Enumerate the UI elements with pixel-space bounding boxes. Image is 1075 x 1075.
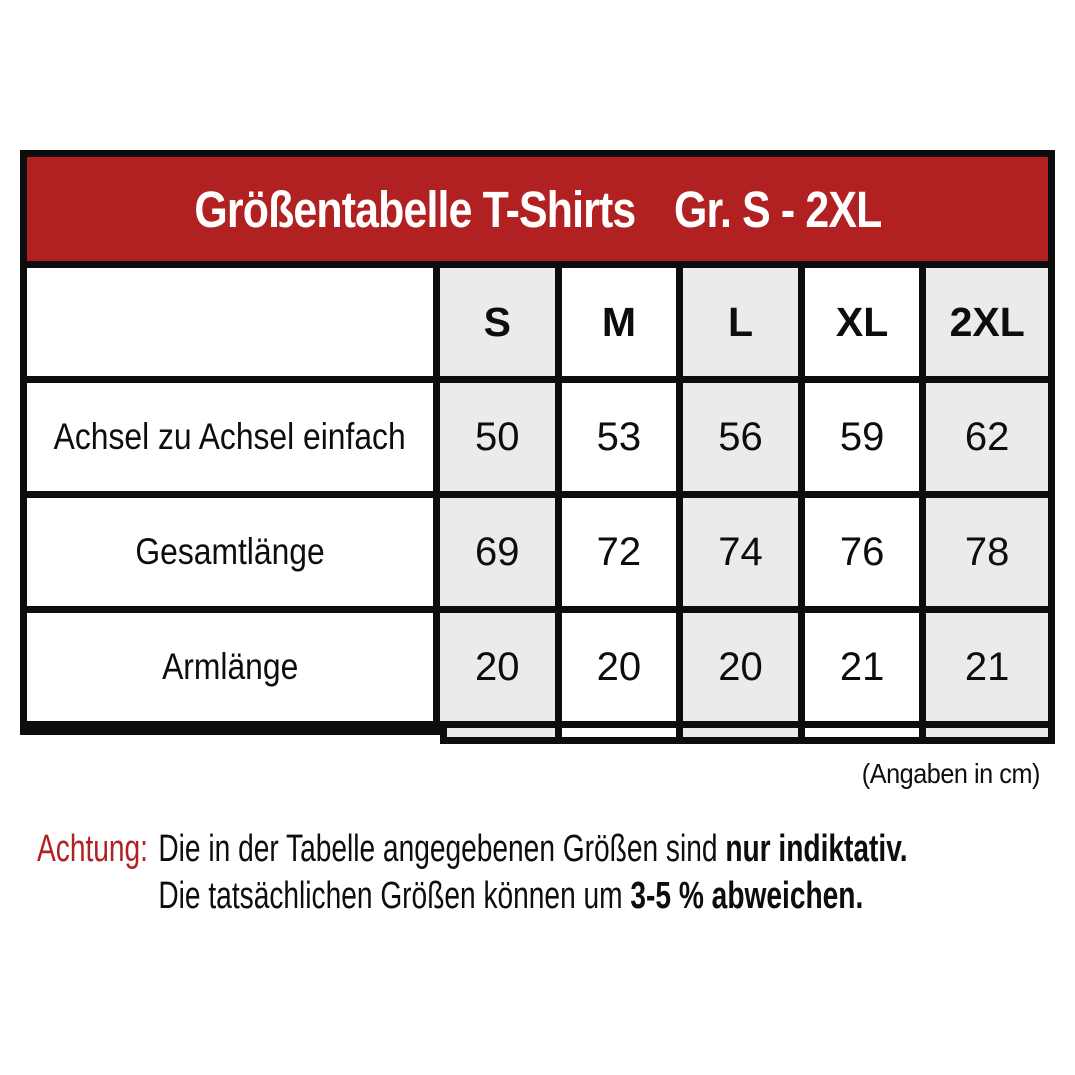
size-header-cell-l: L — [683, 268, 805, 376]
disclaimer — [37, 826, 908, 920]
size-header-cell-m: M — [562, 268, 684, 376]
size-value-cell: 21 — [805, 613, 927, 721]
corner-cell — [27, 268, 440, 376]
size-value-cell: 21 — [926, 613, 1048, 721]
size-value-cell: 76 — [805, 498, 927, 606]
measurement-row-sleeve — [27, 613, 1048, 728]
measurement-row-length — [27, 498, 1048, 613]
disclaimer-text — [158, 826, 907, 920]
size-value-cell: 78 — [926, 498, 1048, 606]
size-value-cell: 62 — [926, 383, 1048, 491]
size-header-row — [27, 268, 1048, 383]
size-value-cell: 69 — [440, 498, 562, 606]
measurement-label: Achsel zu Achsel einfach — [27, 383, 440, 491]
table-title-product: Größentabelle T-Shirts — [193, 180, 635, 238]
size-value-cell: 72 — [562, 498, 684, 606]
size-header-cell-s: S — [440, 268, 562, 376]
size-value-cell: 59 — [805, 383, 927, 491]
table-title — [194, 180, 881, 239]
size-value-cell: 74 — [683, 498, 805, 606]
table-bottom-edge — [20, 728, 1055, 744]
disclaimer-line-1: Die in der Tabelle angegebenen Größen sind nur indiktativ. — [158, 828, 908, 870]
size-header-cell-xl: XL — [805, 268, 927, 376]
size-value-cell: 20 — [683, 613, 805, 721]
size-value-cell: 20 — [562, 613, 684, 721]
table-title-range: Gr. S - 2XL — [673, 180, 881, 238]
size-value-cell: 50 — [440, 383, 562, 491]
measurement-row-chest — [27, 383, 1048, 498]
size-header-cell-2xl: 2XL — [926, 268, 1048, 376]
size-value-cell: 20 — [440, 613, 562, 721]
measurement-label: Armlänge — [27, 613, 440, 721]
size-chart-table — [20, 150, 1055, 735]
size-value-cell: 56 — [683, 383, 805, 491]
size-value-cell: 53 — [562, 383, 684, 491]
table-title-bar — [27, 157, 1048, 268]
disclaimer-line-2: Die tatsächlichen Größen können um 3-5 % abweichen. — [158, 875, 864, 917]
measurement-label: Gesamtlänge — [27, 498, 440, 606]
disclaimer-label: Achtung: — [37, 828, 148, 870]
units-note: (Angaben in cm) — [861, 758, 1040, 789]
